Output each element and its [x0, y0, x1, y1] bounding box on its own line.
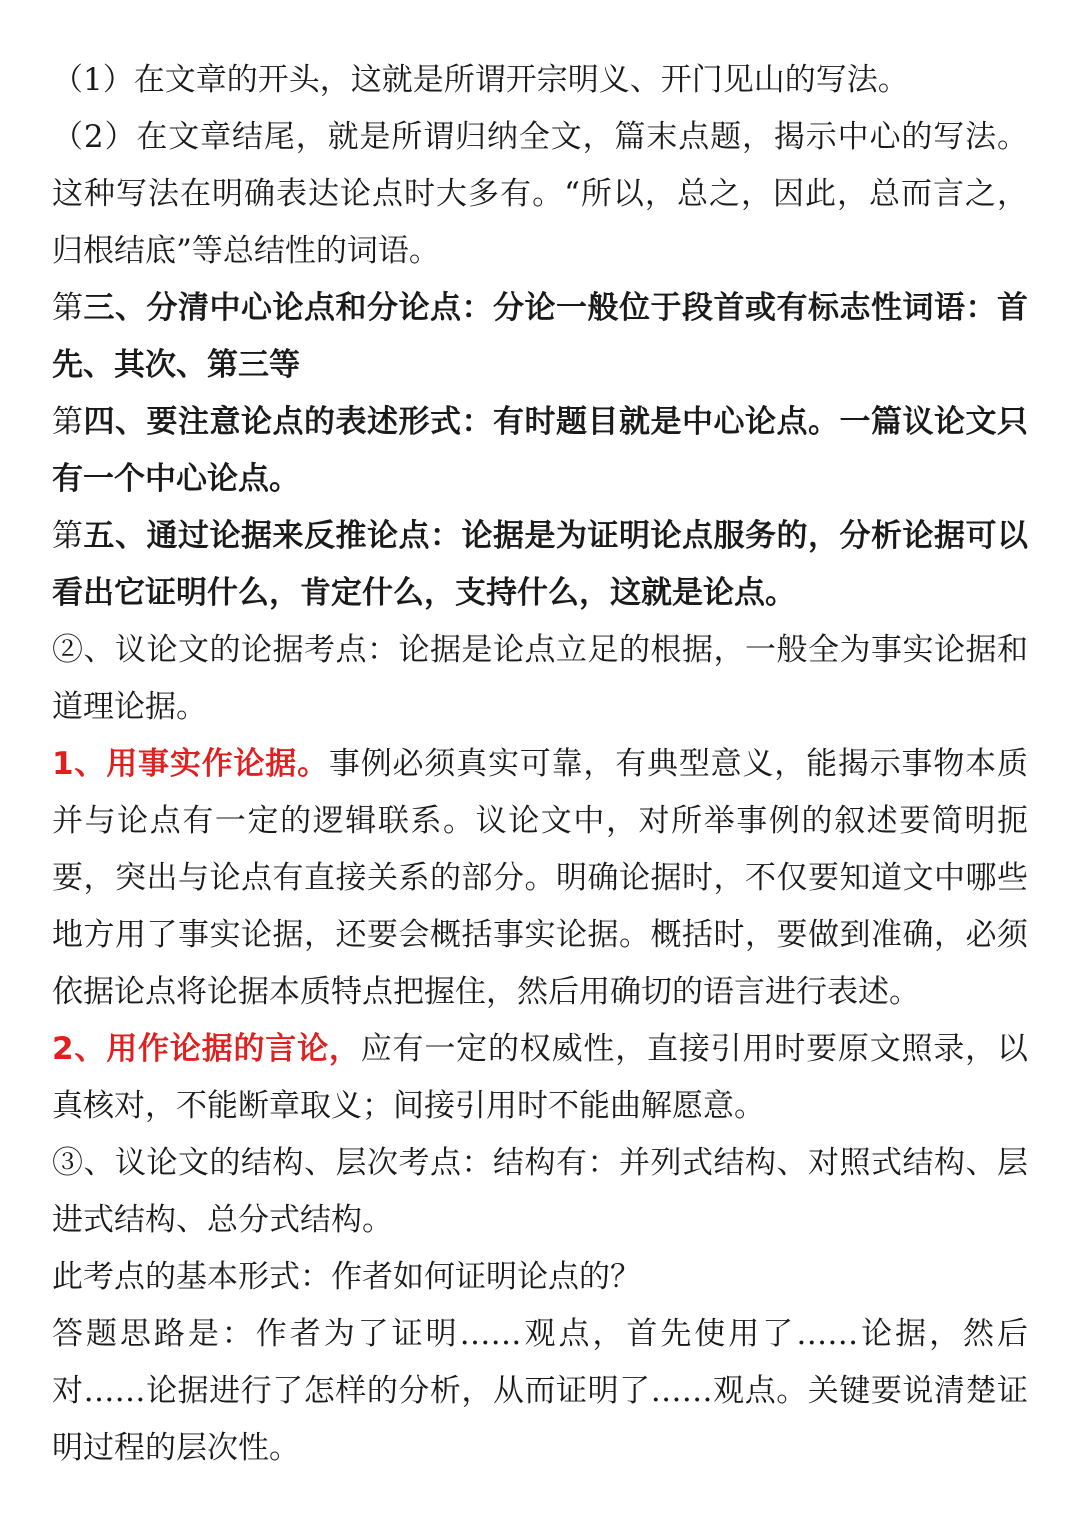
- paragraph-question-form: 此考点的基本形式：作者如何证明论点的？: [52, 1259, 641, 1295]
- paragraph-evidence-topic: ②、议论文的论据考点：论据是论点立足的根据，一般全为事实论据和道理论据。: [52, 632, 1028, 725]
- paragraph-answer-approach: 答题思路是：作者为了证明……观点，首先使用了……论据，然后对……论据进行了怎样的分析，从而证明了……观点。关键要说清楚证明过程的层次性。: [52, 1316, 1028, 1466]
- paragraph-structure-topic: ③、议论文的结构、层次考点：结构有：并列式结构、对照式结构、层进式结构、总分式结构。: [52, 1145, 1028, 1238]
- paragraph-ending-position: （2）在文章结尾，就是所谓归纳全文，篇末点题，揭示中心的写法。这种写法在明确表达论点时大多有。“所以，总之，因此，总而言之，归根结底”等总结性的词语。: [52, 119, 1028, 269]
- point-four-lead: 第: [52, 404, 84, 440]
- quote-evidence-heading: 2、用作论据的言论，: [52, 1031, 361, 1067]
- quote-evidence-text: 应有一定的权威性，直接引用时要原文照录，以真核对，不能断章取义；间接引用时不能曲解愿意。: [52, 1031, 1028, 1124]
- point-three-bold: 三、分清中心论点和分论点：分论一般位于段首或有标志性词语：首先、其次、第三等: [52, 290, 1028, 383]
- point-four-bold: 四、要注意论点的表述形式：有时题目就是中心论点。一篇议论文只有一个中心论点。: [52, 404, 1028, 497]
- paragraph-point-four: [52, 394, 1028, 508]
- fact-evidence-heading: 1、用事实作论据。: [52, 746, 329, 782]
- point-three-lead: 第: [52, 290, 84, 326]
- paragraph-point-five: [52, 508, 1028, 622]
- point-five-lead: 第: [52, 518, 84, 554]
- paragraph-quote-evidence: [52, 1021, 1028, 1135]
- point-five-bold: 五、通过论据来反推论点：论据是为证明论点服务的，分析论据可以看出它证明什么，肯定什么，支持什么，这就是论点。: [52, 518, 1028, 611]
- paragraph-fact-evidence: [52, 736, 1028, 1021]
- paragraph-point-three: [52, 280, 1028, 394]
- fact-evidence-text: 事例必须真实可靠，有典型意义，能揭示事物本质并与论点有一定的逻辑联系。议论文中，对所举事例的叙述要简明扼要，突出与论点有直接关系的部分。明确论据时，不仅要知道文中哪些地方用了事实论据，还要会概括事实论据。概括时，要做到准确，必须依据论点将论据本质特点把握住，然后用确切的语言进行表述。: [52, 746, 1028, 1010]
- paragraph-opening-position: （1）在文章的开头，这就是所谓开宗明义、开门见山的写法。: [52, 62, 909, 98]
